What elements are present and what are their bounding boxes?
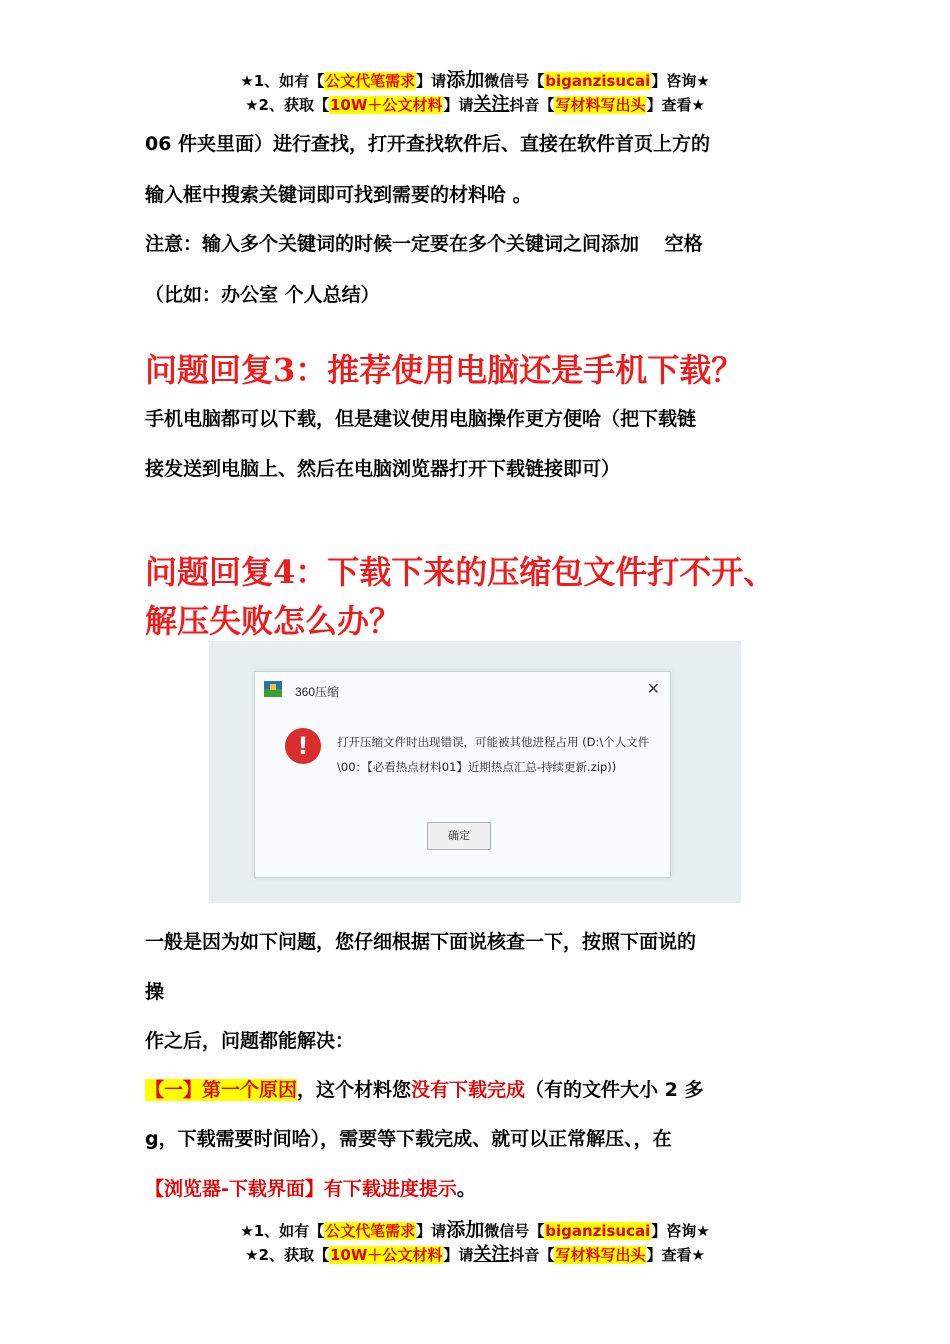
highlight-materials: 10W＋公文材料 [329, 1246, 443, 1264]
body-line-1: 一般是因为如下问题，您仔细根据下面说核查一下，按照下面说的 [145, 931, 697, 953]
q3-line-2: 接发送到电脑上、然后在电脑浏览器打开下载链接即可） [145, 458, 621, 480]
bottom-banner [0, 1218, 950, 1267]
reason-1-line-1: 【一】第一个原因，这个材料您没有下载完成（有的文件大小 2 多 [145, 1079, 704, 1101]
highlight-service: 公文代笔需求 [325, 1222, 416, 1240]
q4-heading-line-1: 问题回复4：下载下来的压缩包文件打不开、 [145, 553, 776, 591]
body-line-3: 作之后，问题都能解决： [145, 1030, 355, 1052]
q4-heading-line-2: 解压失败怎么办？ [145, 602, 402, 640]
ok-button[interactable]: 确定 [427, 822, 491, 850]
close-icon[interactable]: ✕ [646, 679, 660, 698]
dialog-message: 打开压缩文件时出现错误，可能被其他进程占用 (D:\个人文件\00：【必看热点材料01】近期热点汇总-持续更新.zip)) [337, 735, 650, 774]
highlight-wechat-id: biganzisucai [545, 1222, 651, 1240]
body-line-2: 操 [145, 981, 165, 1003]
banner-line-2: ★2、获取【10W＋公文材料】请关注抖音【写材料写出头】查看★ [245, 94, 705, 115]
reason-1-label: 【一】第一个原因 [145, 1079, 298, 1101]
intro-example: （比如：办公室 个人总结） [145, 284, 380, 306]
highlight-wechat-id: biganzisucai [545, 72, 651, 90]
highlight-service: 公文代笔需求 [325, 72, 416, 90]
banner-line-1: ★1、如有【公文代笔需求】请添加微信号【biganzisucai】咨询★ [240, 69, 710, 91]
banner-line-2: ★2、获取【10W＋公文材料】请关注抖音【写材料写出头】查看★ [245, 1244, 705, 1265]
intro-note: 注意：输入多个关键词的时候一定要在多个关键词之间添加 空格 [145, 233, 703, 255]
error-dialog [254, 671, 671, 878]
error-dialog-screenshot [209, 641, 741, 903]
banner-line-1: ★1、如有【公文代笔需求】请添加微信号【biganzisucai】咨询★ [240, 1219, 710, 1241]
not-complete-text: 没有下载完成 [411, 1079, 526, 1101]
q3-heading: 问题回复3：推荐使用电脑还是手机下载？ [145, 351, 744, 389]
reason-1-line-3: 【浏览器-下载界面】有下载进度提示。 [145, 1178, 476, 1200]
dialog-title: 360压缩 [295, 685, 340, 699]
reason-1-line-2: g，下载需要时间哈），需要等下载完成、就可以正常解压、，在 [145, 1128, 672, 1150]
browser-download-hint: 【浏览器-下载界面】有下载进度提示 [145, 1178, 457, 1200]
highlight-materials: 10W＋公文材料 [329, 96, 443, 114]
app-logo-icon [264, 681, 282, 697]
q3-line-1: 手机电脑都可以下载，但是建议使用电脑操作更方便哈（把下载链 [145, 408, 697, 430]
error-icon: ! [285, 728, 321, 764]
intro-line-1: 06 件夹里面）进行查找，打开查找软件后、直接在软件首页上方的 [145, 133, 711, 155]
highlight-douyin: 写材料写出头 [555, 1246, 646, 1264]
top-banner [0, 68, 950, 117]
intro-line-2: 输入框中搜索关键词即可找到需要的材料哈 。 [145, 184, 532, 206]
highlight-douyin: 写材料写出头 [555, 96, 646, 114]
